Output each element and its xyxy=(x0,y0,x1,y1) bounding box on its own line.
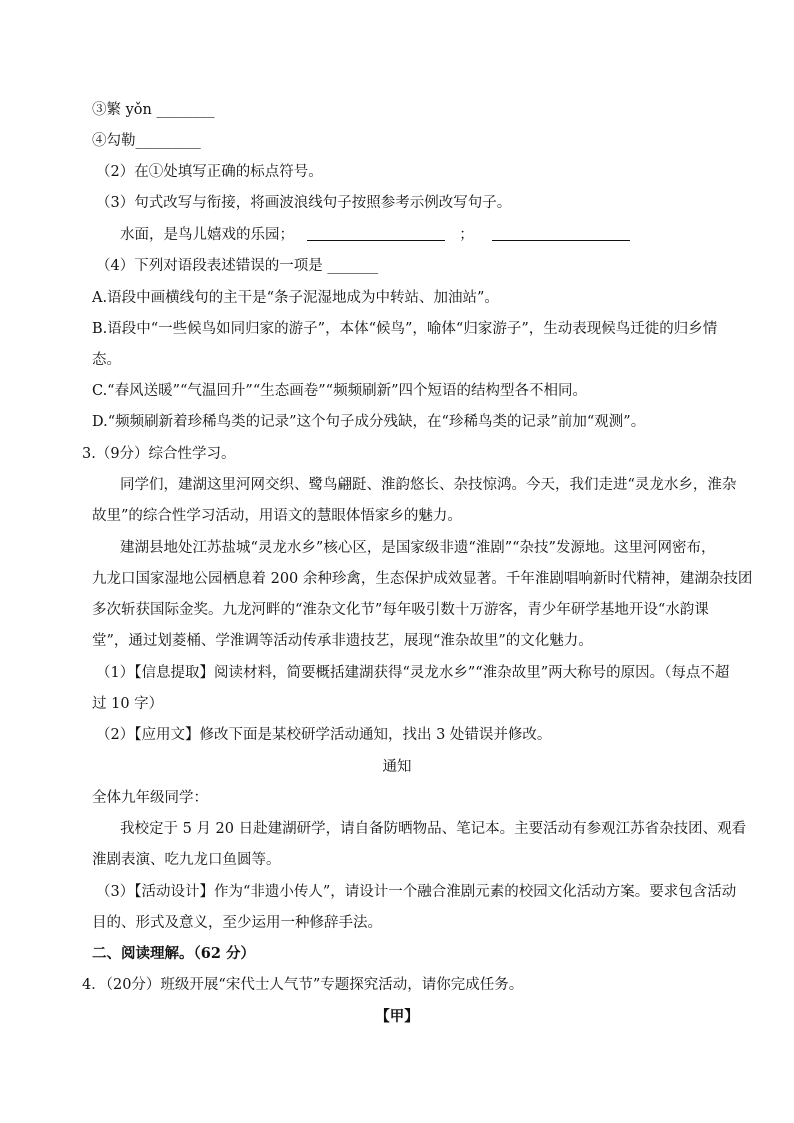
item-4-gou-le: ④勾勒_________ xyxy=(92,133,201,149)
question-4-prompt: （4）下列对语段表述错误的一项是 _______ xyxy=(96,258,379,274)
option-b-cont: 态。 xyxy=(92,352,121,368)
notice-salutation: 全体九年级同学： xyxy=(92,790,208,806)
rewrite-separator: ； xyxy=(459,227,474,243)
question-3-rewrite: （3）句式改写与衔接，将画波浪线句子按照参考示例改写句子。 xyxy=(96,195,512,211)
sub-question-1-cont: 过 10 字） xyxy=(92,696,164,712)
option-c: C.“春风送暖”“气温回升”“生态画卷”“频频刷新”四个短语的结构型各不相同。 xyxy=(92,383,587,399)
notice-body-line-2: 淮剧表演、吃九龙口鱼圆等。 xyxy=(92,852,281,868)
intro-para-line-1: 同学们，建湖这里河网交织、鹭鸟翩跹、淮韵悠长、杂技惊鸿。今天，我们走进“灵龙水乡，淮杂 xyxy=(120,477,737,493)
option-a: A.语段中画横线句的主干是“条子泥湿地成为中转站、加油站”。 xyxy=(92,290,499,306)
option-b: B.语段中“一些候鸟如同归家的游子”，本体“候鸟”，喻体“归家游子”，生动表现候鸟迁徙的归乡情 xyxy=(92,321,718,337)
section-2-heading: 二、阅读理解。（62 分） xyxy=(92,945,255,962)
question-2-punctuation: （2）在①处填写正确的标点符号。 xyxy=(96,164,323,180)
rewrite-example-line xyxy=(120,225,760,245)
material-para-line-2: 九龙口国家湿地公园栖息着 200 余种珍禽，生态保护成效显著。千年淮剧唱响新时代精神，建湖杂技团 xyxy=(92,571,753,587)
question-4-heading: 4．（20分）班级开展“宋代士人气节”专题探究活动，请你完成任务。 xyxy=(82,977,524,993)
notice-body-line-1: 我校定于 5 月 20 日赴建湖研学，请自备防晒物品、笔记本。主要活动有参观江苏省杂技团、观看 xyxy=(120,821,747,837)
answer-blank-1[interactable] xyxy=(307,226,445,241)
item-3-fan-yan: ③繁 yǒn ________ xyxy=(92,102,215,118)
answer-blank-2[interactable] xyxy=(492,226,630,241)
sub-question-3-cont: 目的、形式及意义，至少运用一种修辞手法。 xyxy=(92,915,382,931)
intro-para-line-2: 故里”的综合性学习活动，用语文的慧眼体悟家乡的魅力。 xyxy=(92,508,462,524)
option-d: D.“频频刷新着珍稀鸟类的记录”这个句子成分残缺，在“珍稀鸟类的记录”前加“观测”。 xyxy=(92,414,646,430)
notice-title: 通知 xyxy=(382,759,412,775)
sub-question-1: （1）【信息提取】阅读材料，简要概括建湖获得“灵龙水乡”“淮杂故里”两大称号的原因。（每点不超 xyxy=(96,665,730,681)
question-3-heading: 3.（9分）综合性学习。 xyxy=(82,446,236,462)
sub-question-3: （3）【活动设计】作为“非遗小传人”，请设计一个融合淮剧元素的校园文化活动方案。要求包含活动 xyxy=(96,884,737,900)
material-para-line-1: 建湖县地处江苏盐城“灵龙水乡”核心区，是国家级非遗“淮剧”“杂技”发源地。这里河网密布， xyxy=(120,540,716,556)
passage-jia-heading: 【甲】 xyxy=(375,1008,419,1025)
material-para-line-4: 堂”，通过划菱桶、学淮调等活动传承非遗技艺，展现“淮杂故里”的文化魅力。 xyxy=(92,633,593,649)
sub-question-2: （2）【应用文】修改下面是某校研学活动通知，找出 3 处错误并修改。 xyxy=(96,727,552,743)
material-para-line-3: 多次斩获国际金奖。九龙河畔的“淮杂文化节”每年吸引数十万游客，青少年研学基地开设“水韵课 xyxy=(92,602,709,618)
rewrite-example-text: 水面，是鸟儿嬉戏的乐园； xyxy=(120,227,294,243)
